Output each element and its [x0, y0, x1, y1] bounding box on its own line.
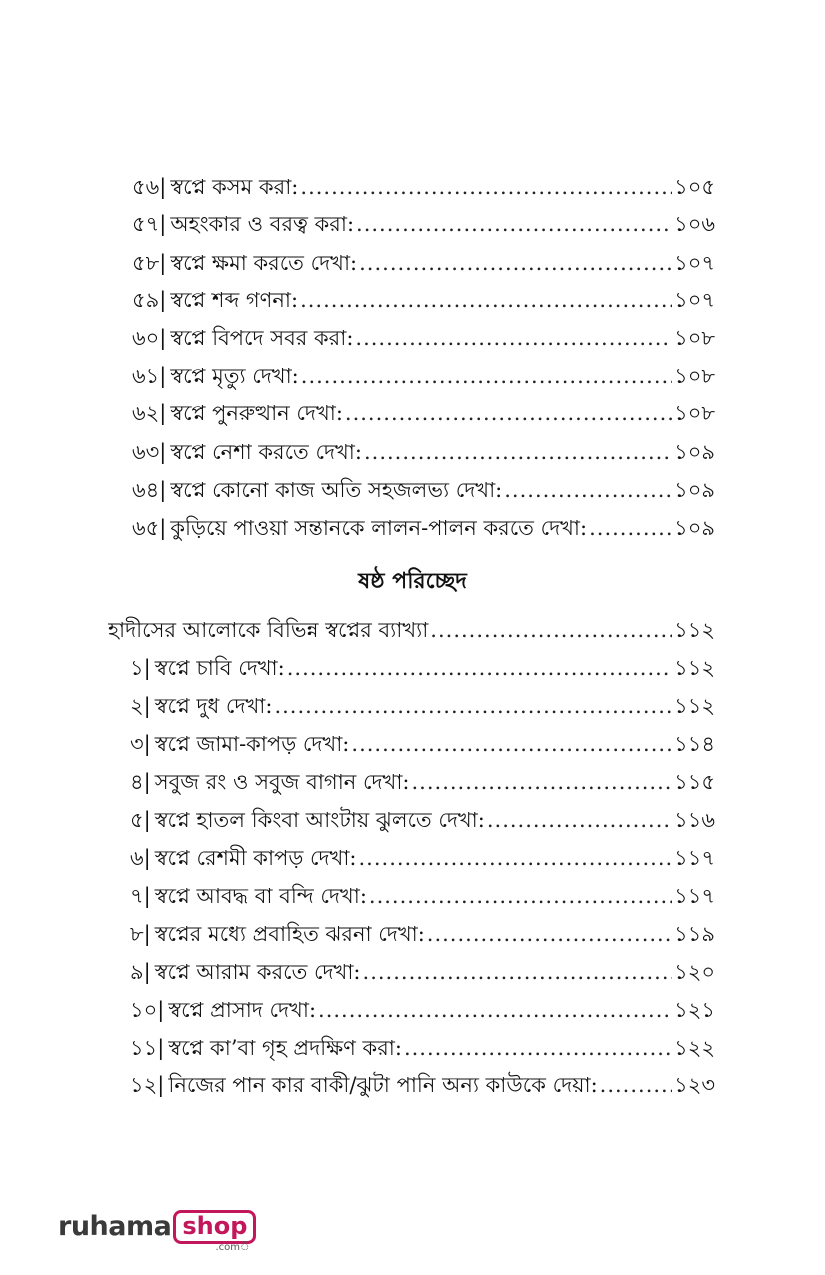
entry-title: স্বপ্নে ক্ষমা করতে দেখা:	[170, 251, 358, 275]
toc-entry	[130, 767, 715, 797]
dot-leader	[487, 805, 672, 835]
toc-entry	[130, 957, 715, 987]
entry-title: স্বপ্নে কা’বা গৃহ প্রদক্ষিণ করা:	[168, 1036, 402, 1060]
logo-domain-text: .comঁ	[215, 1242, 250, 1253]
toc-entry	[132, 398, 715, 428]
chapter-heading: ষষ্ঠ পরিচ্ছেদ	[358, 568, 467, 594]
toc-entry	[130, 995, 715, 1025]
dot-leader	[600, 1070, 672, 1100]
toc-entry	[132, 475, 715, 505]
entry-title: স্বপ্নে নেশা করতে দেখা:	[170, 440, 362, 464]
entry-number: ৬২|	[132, 401, 167, 425]
entry-number: ৬|	[130, 846, 151, 870]
entry-number: ৯|	[130, 960, 151, 984]
entry-page: ১১২	[674, 618, 715, 642]
entry-title: সবুজ রং ও সবুজ বাগান দেখা:	[154, 770, 410, 794]
entry-page: ১০৮	[674, 326, 715, 350]
entry-page: ১০৯	[674, 516, 715, 540]
entry-page: ১১৫	[674, 770, 715, 794]
entry-title: স্বপ্নের মধ্যে প্রবাহিত ঝরনা দেখা:	[154, 922, 425, 946]
toc-entry	[132, 248, 715, 278]
dot-leader	[318, 995, 672, 1025]
ruhamashop-logo	[58, 1210, 256, 1253]
entry-page: ১১২	[674, 656, 715, 680]
entry-number: ১|	[130, 656, 151, 680]
entry-number: ১১|	[130, 1036, 165, 1060]
toc-entry	[130, 653, 715, 683]
toc-entry	[132, 209, 715, 239]
entry-title: স্বপ্নে জামা-কাপড় দেখা:	[154, 732, 350, 756]
entry-title: কুড়িয়ে পাওয়া সন্তানকে লালন-পালন করতে দেখা:	[170, 516, 588, 540]
dot-leader	[412, 767, 673, 797]
entry-number: ৬০|	[132, 326, 167, 350]
entry-title: স্বপ্নে কসম করা:	[170, 175, 299, 199]
entry-page: ১০৫	[674, 175, 715, 199]
toc-entry	[130, 729, 715, 759]
dot-leader	[355, 323, 672, 353]
entry-page: ১২০	[674, 960, 715, 984]
toc-entry	[130, 1033, 715, 1063]
dot-leader	[300, 285, 672, 315]
entry-page: ১২৩	[674, 1073, 715, 1097]
entry-number: ১২|	[130, 1073, 165, 1097]
entry-title: স্বপ্নে দুধ দেখা:	[154, 694, 273, 718]
toc-entry	[132, 323, 715, 353]
entry-number: ২|	[130, 694, 151, 718]
entry-page: ১০৮	[674, 401, 715, 425]
toc-entry	[130, 881, 715, 911]
entry-page: ১১৭	[674, 884, 715, 908]
toc-entry	[130, 919, 715, 949]
entry-number: ৬৫|	[132, 516, 167, 540]
entry-title: স্বপ্নে শব্দ গণনা:	[170, 288, 299, 312]
entry-number: ৬৩|	[132, 440, 167, 464]
entry-number: ৬১|	[132, 364, 167, 388]
dot-leader	[359, 843, 673, 873]
entry-title: স্বপ্নে মৃত্যু দেখা:	[170, 364, 299, 388]
entry-title: স্বপ্নে চাবি দেখা:	[154, 656, 285, 680]
entry-title: স্বপ্নে হাতল কিংবা আংটায় ঝুলতে দেখা:	[154, 808, 485, 832]
entry-title: স্বপ্নে আবদ্ধ বা বন্দি দেখা:	[154, 884, 367, 908]
dot-leader	[345, 398, 672, 428]
entry-page: ১০৭	[674, 251, 715, 275]
entry-number: ৬৪|	[132, 478, 167, 502]
logo-shop-badge	[173, 1210, 256, 1253]
entry-page: ১১৪	[674, 732, 715, 756]
entry-title: স্বপ্নে কোনো কাজ অতি সহজলভ্য দেখা:	[170, 478, 503, 502]
entry-title: স্বপ্নে প্রাসাদ দেখা:	[168, 998, 317, 1022]
entry-page: ১০৯	[674, 478, 715, 502]
toc-section-intro	[108, 615, 715, 645]
dot-leader	[589, 513, 672, 543]
entry-page: ১২১	[674, 998, 715, 1022]
toc-entry	[130, 1070, 715, 1100]
dot-leader	[274, 691, 672, 721]
entry-page: ১২২	[674, 1036, 715, 1060]
logo-brand-text: ruhama	[58, 1211, 172, 1242]
entry-number: ৮|	[130, 922, 151, 946]
entry-number: ৫৬|	[132, 175, 167, 199]
toc-entry	[132, 285, 715, 315]
toc-entry	[130, 805, 715, 835]
entry-page: ১০৬	[674, 212, 715, 236]
entry-page: ১১৯	[674, 922, 715, 946]
entry-number: ৫৭|	[132, 212, 167, 236]
entry-number: ৭|	[130, 884, 151, 908]
toc-entry	[130, 691, 715, 721]
entry-page: ১০৭	[674, 288, 715, 312]
dot-leader	[430, 615, 672, 645]
entry-number: ৫|	[130, 808, 151, 832]
toc-entry	[132, 437, 715, 467]
dot-leader	[504, 475, 672, 505]
dot-leader	[369, 881, 672, 911]
dot-leader	[363, 957, 673, 987]
entry-number: ৫৮|	[132, 251, 167, 275]
dot-leader	[351, 729, 672, 759]
entry-title: স্বপ্নে রেশমী কাপড় দেখা:	[154, 846, 357, 870]
dot-leader	[356, 209, 672, 239]
dot-leader	[300, 172, 672, 202]
entry-number: ৪|	[130, 770, 151, 794]
entry-page: ১১৭	[674, 846, 715, 870]
entry-page: ১০৮	[674, 364, 715, 388]
dot-leader	[427, 919, 672, 949]
entry-title: স্বপ্নে পুনরুত্থান দেখা:	[170, 401, 343, 425]
entry-title: স্বপ্নে আরাম করতে দেখা:	[154, 960, 361, 984]
logo-shop-text: shop	[182, 1212, 248, 1240]
dot-leader	[287, 653, 672, 683]
entry-number: ১০|	[130, 998, 165, 1022]
toc-entry	[130, 843, 715, 873]
intro-title: হাদীসের আলোকে বিভিন্ন স্বপ্নের ব্যাখ্যা	[108, 618, 429, 642]
entry-page: ১১২	[674, 694, 715, 718]
entry-title: নিজের পান কার বাকী/ঝুটা পানি অন্য কাউকে দেয়া:	[168, 1073, 598, 1097]
dot-leader	[364, 437, 672, 467]
toc-entry	[132, 172, 715, 202]
toc-entry	[132, 361, 715, 391]
dot-leader	[359, 248, 672, 278]
entry-page: ১১৬	[674, 808, 715, 832]
dot-leader	[404, 1033, 672, 1063]
dot-leader	[301, 361, 672, 391]
entry-number: ৩|	[130, 732, 151, 756]
entry-title: অহংকার ও বরত্ব করা:	[170, 212, 355, 236]
entry-page: ১০৯	[674, 440, 715, 464]
toc-entry	[132, 513, 715, 543]
entry-number: ৫৯|	[132, 288, 167, 312]
entry-title: স্বপ্নে বিপদে সবর করা:	[170, 326, 354, 350]
